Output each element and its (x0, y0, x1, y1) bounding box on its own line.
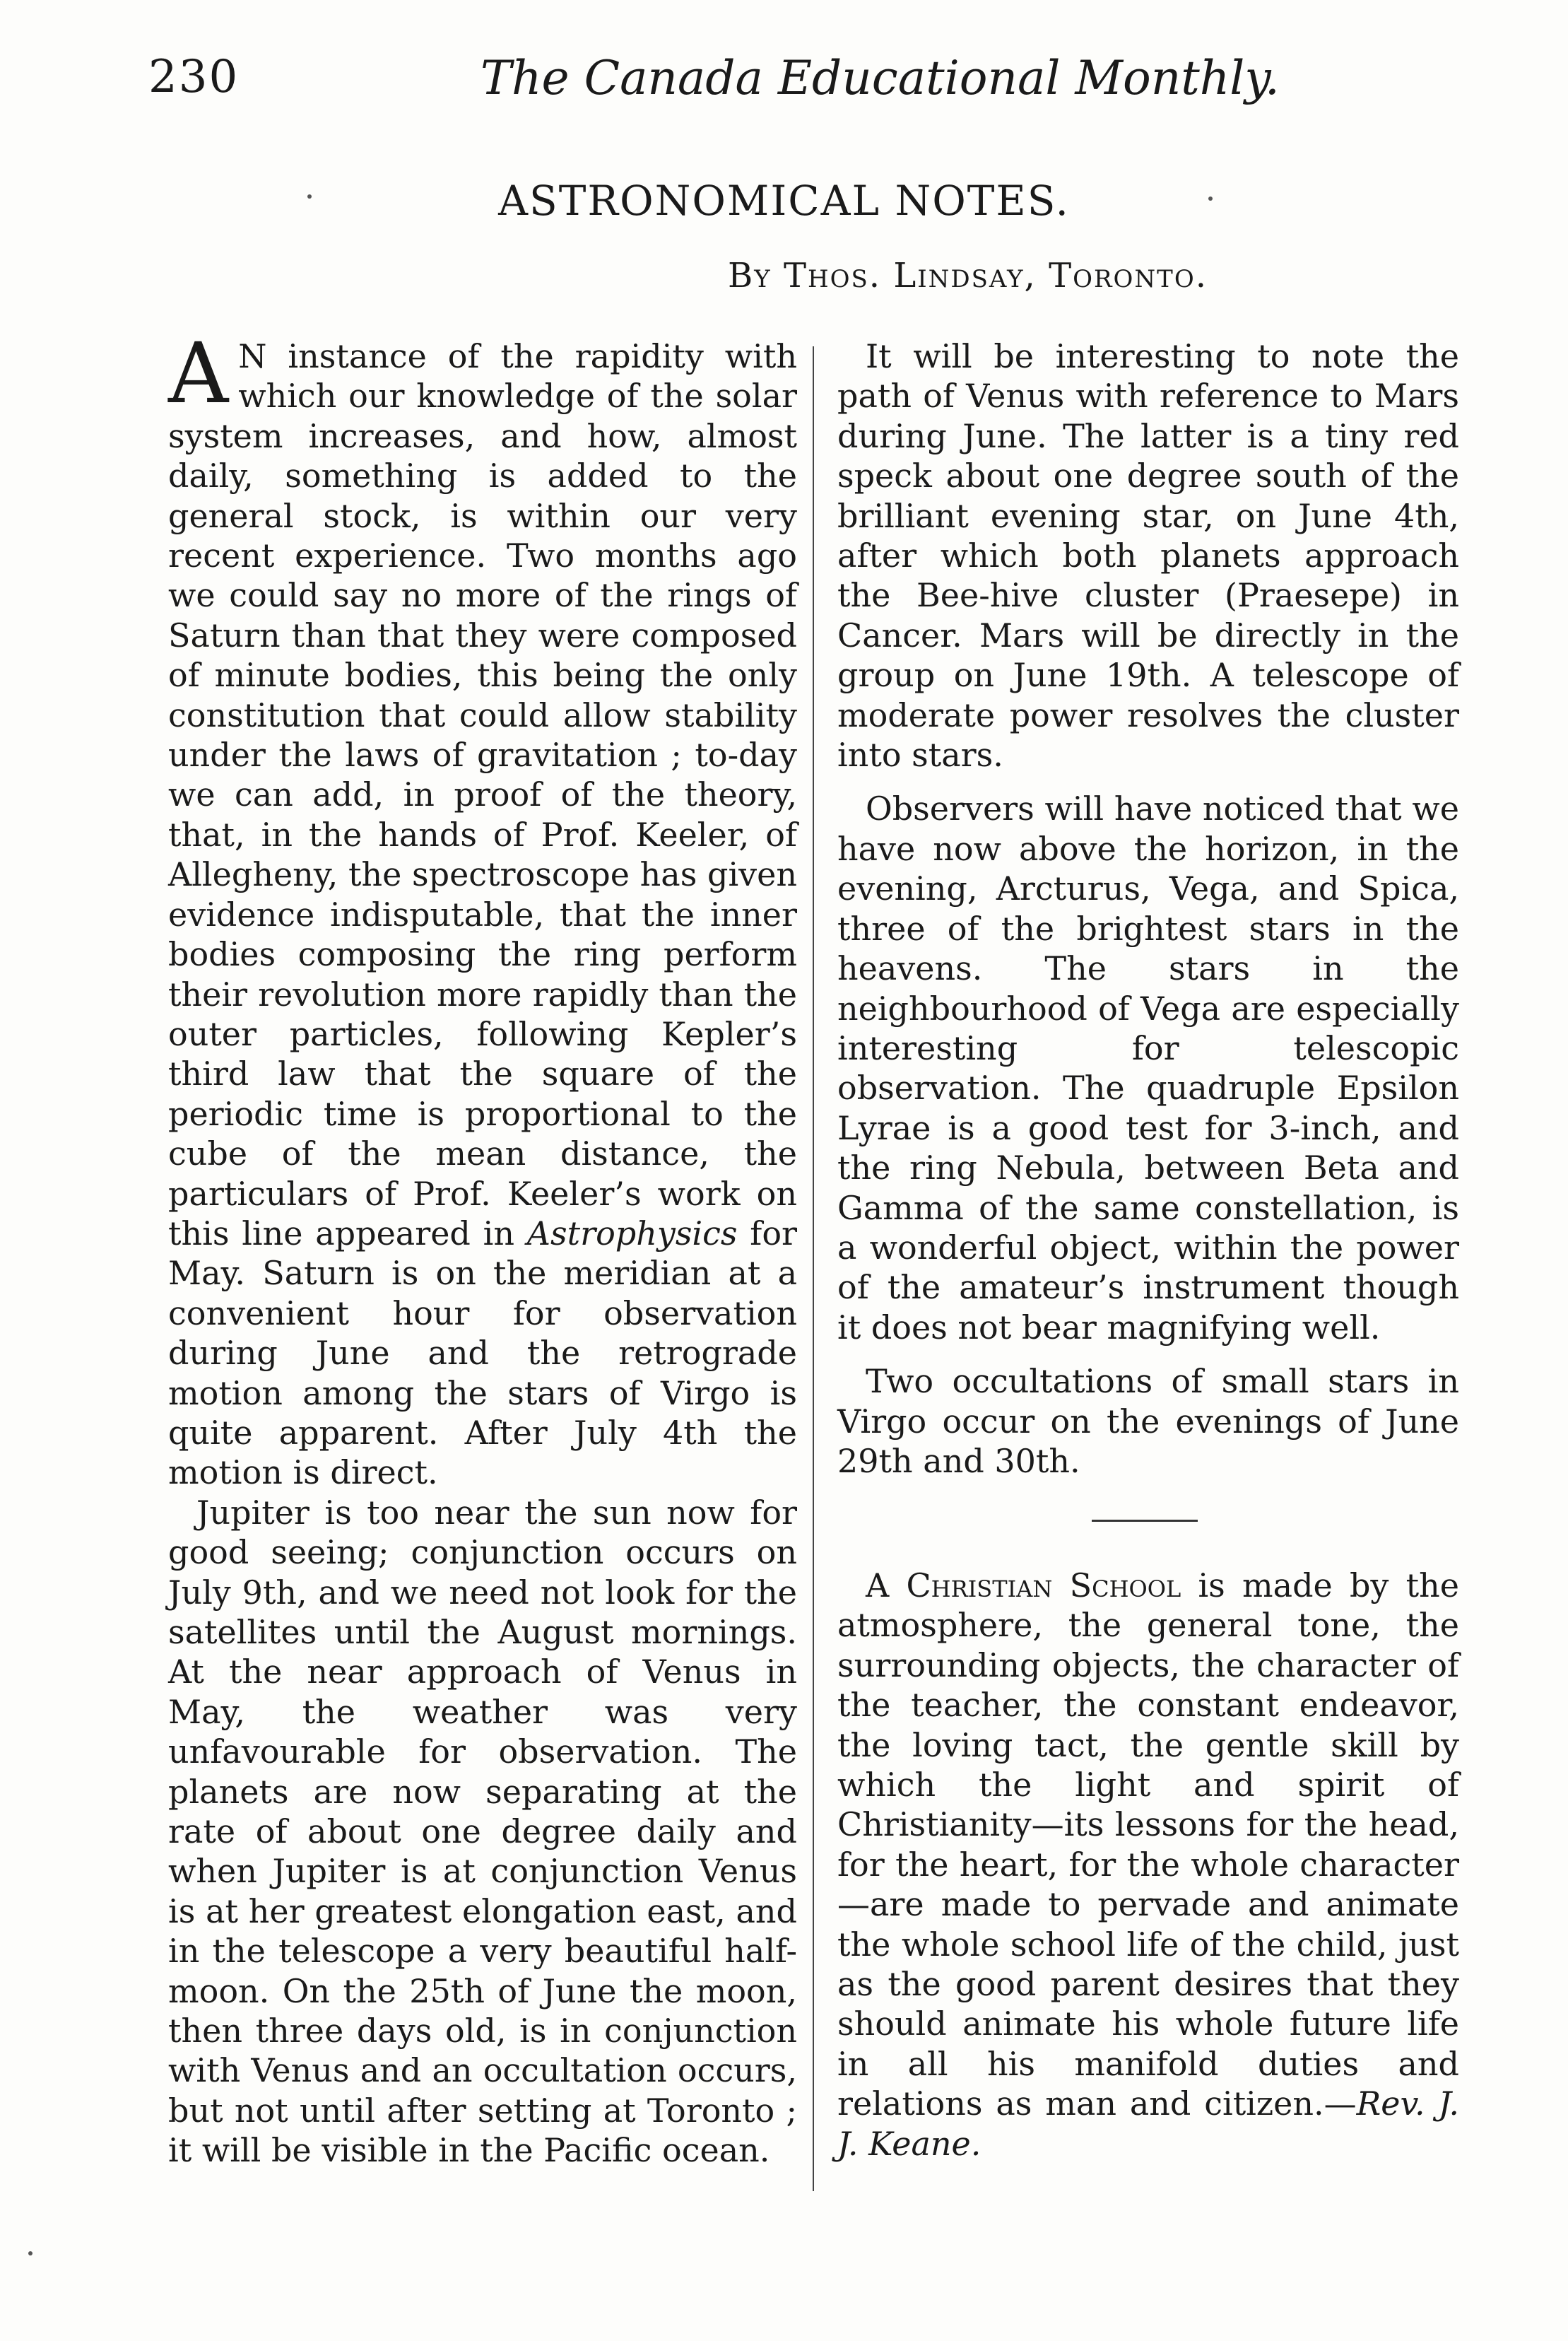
paragraph-venus-mars: It will be interesting to note the path of Venus with reference to Mars during June. The latter is a tiny red speck about one degree south of the brilliant evening star, on June 4th, after which both planets approach the Bee-hive cluster (Praesepe) in Cancer. Mars will be directly in the group on June 19th. A telescope of moderate power resolves the cluster into stars. (837, 337, 1459, 775)
left-column (168, 324, 798, 2171)
christian-school-note (837, 1566, 1459, 2164)
note-paragraph (837, 1566, 1459, 2164)
paragraph-text: N instance of the rapidity with which our knowledge of the solar system increases, and how, almost daily, something is added to the general stock, is within our very recent experience. Two months ago we could say no more of the rings of Saturn than that they were composed of minute bodies, this being the only constitution that could allow stability under the laws of gravitation ; to-day we can add, in proof of the theory, that, in the hands of Prof. Keeler, of Allegheny, the spectroscope has given evidence indisputable, that the inner bodies composing the ring perform their revolution more rapidly than the outer particles, following Kepler’s third law that the square of the periodic time is proportional to the cube of the mean distance, the particulars of Prof. Keeler’s work on this line appeared in (168, 337, 797, 1252)
note-attribution: Rev. J. J. Keane. (837, 2084, 1459, 2163)
running-head (148, 51, 1449, 136)
paragraph-saturn-rings (168, 324, 798, 1493)
article-title: ASTRONOMICAL NOTES. (498, 177, 1070, 225)
page-number: 230 (148, 51, 240, 103)
column-divider (813, 346, 814, 2191)
paragraph-jupiter: Jupiter is too near the sun now for good seeing; conjunction occurs on July 9th, and we need not look for the satellites until the August mornings. At the near approach of Venus in May, the weather was very unfavourable for observation. The planets are now separating at the rate of about one degree daily and when Jupiter is at conjunction Venus is at her greatest elongation east, and in the telescope a very beautiful half-moon. On the 25th of June the moon, then three days old, is in conjunction with Venus and an occultation occurs, but not until after setting at Toronto ; it will be visible in the Pacific ocean. (168, 1493, 797, 2170)
article-byline (0, 256, 1568, 295)
print-speck (28, 2251, 33, 2255)
section-separator (1092, 1520, 1198, 1522)
print-speck (1208, 196, 1213, 201)
paragraph-occultations: Two occultations of small stars in Virgo occur on the evenings of June 29th and 30th. (837, 1362, 1459, 1480)
note-text: is made by the atmosphere, the general tone, the surrounding objects, the character of the teacher, the constant endeavor, the loving tact, the gentle skill by which the light and spirit of Christianity—its lessons for the head, for the heart, for the whole character—are made to pervade and animate the whole school life of the child, just as the good parent desires that they should animate his whole future life in all his manifold duties and relations as man and citizen.— (837, 1566, 1459, 2123)
journal-citation: Astrophysics (526, 1214, 738, 1252)
right-column (837, 336, 1459, 1481)
journal-title: The Canada Educational Monthly. (481, 51, 1280, 105)
paragraph-observers: Observers will have noticed that we have now above the horizon, in the evening, Arcturus, Vega, and Spica, three of the brightest stars in the heavens. The stars in the neighbourhood of Vega are especially interesting for telescopic observation. The quadruple Epsilon Lyrae is a good test for 3-inch, and the ring Nebula, between Beta and Gamma of the same constellation, is a wonderful object, within the power of the amateur’s instrument though it does not bear magnifying well. (837, 790, 1459, 1346)
drop-cap: A (168, 324, 229, 422)
paragraph-text-end: for May. Saturn is on the meridian at a convenient hour for observation during June and the retrograde motion among the stars of Virgo is quite apparent. After July 4th the motion is direct. (168, 1214, 798, 1492)
note-lead: A Christian School (866, 1566, 1181, 1604)
byline-text: By Thos. Lindsay, Toronto. (728, 256, 1208, 295)
print-speck (307, 194, 312, 199)
